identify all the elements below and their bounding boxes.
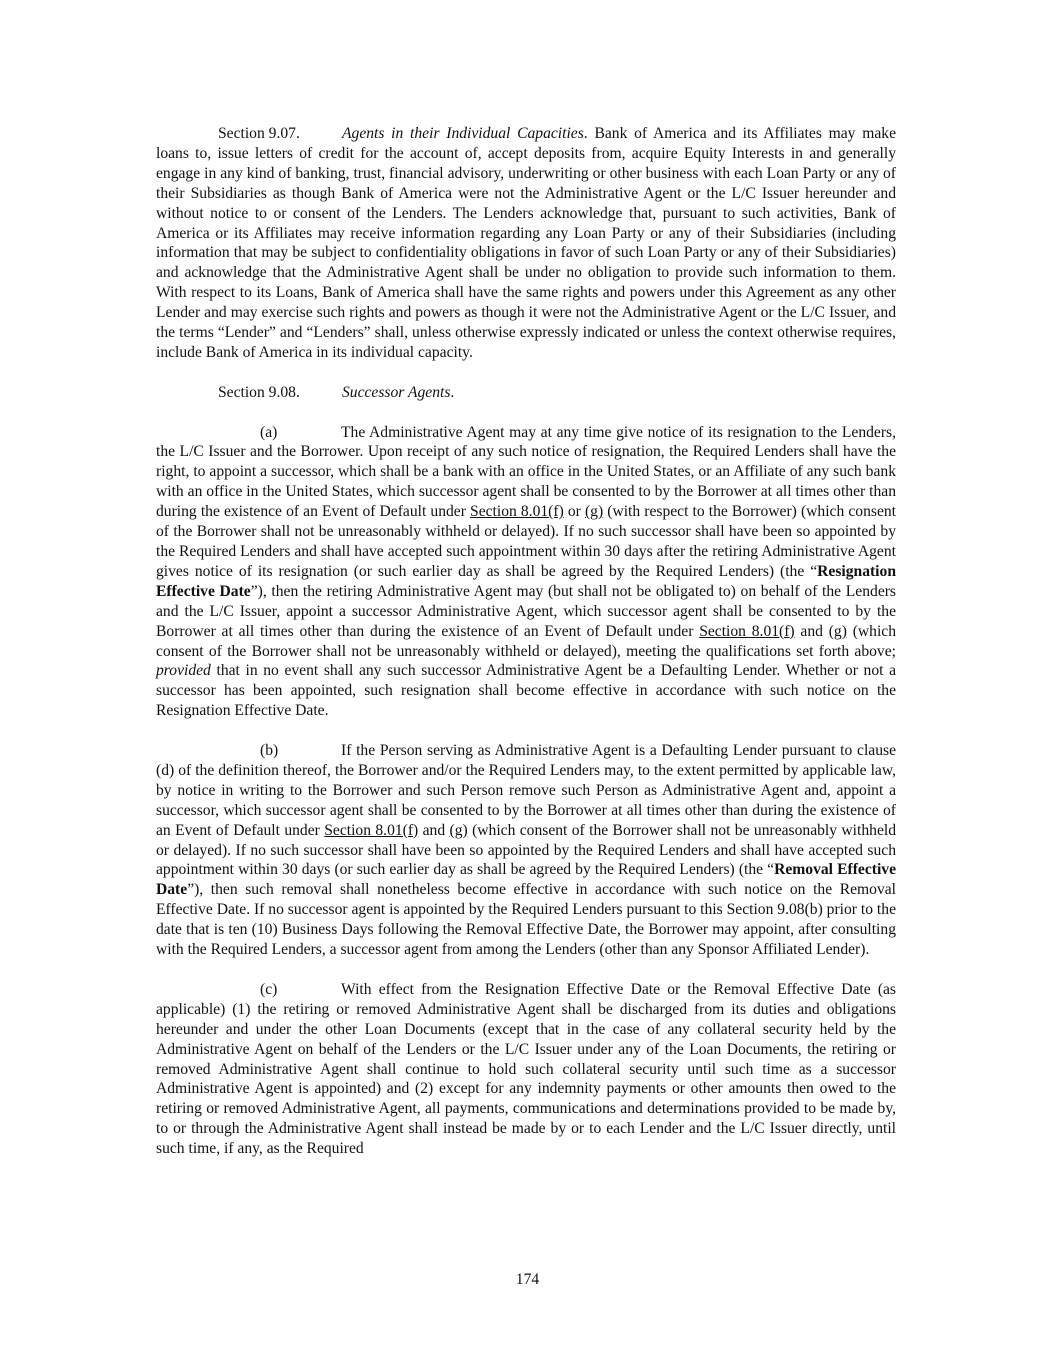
section-9-07-paragraph	[156, 124, 896, 363]
clause-label: (b)	[260, 742, 279, 760]
clause-text: that in no event shall any such successor Administrative Agent be a Defaulting Lender. Whether or not a successor has been appointed, such resignation shall become effective in accordance with such notice on the Resignation Effective Date.	[156, 662, 896, 720]
clause-label: (c)	[260, 980, 278, 998]
clause-a-paragraph	[156, 423, 896, 722]
section-title: Agents in their Individual Capacities	[342, 125, 584, 142]
section-title-period: .	[583, 125, 588, 142]
defined-term: Removal Effective Date	[156, 861, 896, 899]
clause-text: (with respect to the Borrower) (which consent of the Borrower shall not be unreasonably withheld or delayed). If no such successor shall have been so appointed by the Required Lenders and shall have accepted such appointment within 30 days after the retiring Administrative Agent gives notice of its resignation (or such earlier day as shall be agreed by the Required Lenders) (the “	[156, 503, 896, 580]
section-title-period: .	[450, 383, 455, 401]
clause-text: or	[563, 503, 585, 521]
section-number: Section 9.07.	[218, 125, 300, 142]
section-9-08-heading	[156, 383, 896, 403]
clause-text: ”), then such removal shall nonetheless become effective in accordance with such notice on the Removal Effective Date. If no successor agent is appointed by the Required Lenders pursuant to this Section 9.08(b) prior to the date that is ten (10) Business Days following the Removal Effective Date, the Borrower may appoint, after consulting with the Required Lenders, a successor agent from among the Lenders (other than any Sponsor Affiliated Lender).	[156, 881, 896, 959]
section-reference: (g)	[449, 821, 468, 839]
section-reference: (g)	[584, 503, 604, 521]
section-reference: Section 8.01(f)	[699, 622, 795, 640]
section-reference: (g)	[828, 622, 847, 640]
clause-text: and	[418, 821, 450, 839]
clause-text: ”), then the retiring Administrative Agent may (but shall not be obligated to) on behalf of the Lenders and the L/C Issuer, appoint a successor Administrative Agent, which successor agent shall be consented to by the Borrower at all times other than during the existence of an Event of Default under	[156, 582, 896, 640]
proviso-term: provided	[156, 662, 211, 680]
page-number: 174	[515, 1271, 540, 1288]
clause-b-paragraph	[156, 741, 896, 960]
section-number: Section 9.08.	[218, 383, 300, 401]
defined-term: Resignation Effective Date	[156, 562, 896, 600]
clause-text: If the Person serving as Administrative Agent is a Defaulting Lender pursuant to clause (d) of the definition thereof, the Borrower and/or the Required Lenders may, to the extent permitted by applicable law, by notice in writing to the Borrower and such Person remove such Person as Administrative Agent and, appoint a successor, which successor agent shall be consented to by the Borrower at all times other than during the existence of an Event of Default under	[156, 742, 896, 839]
clause-text: (which consent of the Borrower shall not be unreasonably withheld or delayed), meeting the qualifications set forth above;	[156, 622, 896, 660]
section-reference: Section 8.01(f)	[324, 821, 419, 839]
clause-label: (a)	[260, 423, 278, 441]
clause-text: The Administrative Agent may at any time give notice of its resignation to the Lenders, the L/C Issuer and the Borrower. Upon receipt of any such notice of resignation, the Required Lenders shall have the right, to appoint a successor, which shall be a bank with an office in the United States, or an Affiliate of any such bank with an office in the United States, which successor agent shall be consented to by the Borrower at all times other than during the existence of an Event of Default under	[156, 423, 896, 521]
clause-text: and	[794, 622, 829, 640]
clause-c-paragraph	[156, 980, 896, 1159]
section-reference: Section 8.01(f)	[470, 503, 564, 521]
clause-text: (which consent of the Borrower shall not be unreasonably withheld or delayed). If no such successor shall have been so appointed by the Required Lenders and shall have accepted such appointment within 30 days (or such earlier day as shall be agreed by the Required Lenders) (the “	[156, 821, 896, 879]
section-title: Successor Agents	[342, 383, 451, 401]
document-page	[156, 124, 896, 1179]
clause-text: With effect from the Resignation Effective Date or the Removal Effective Date (as applicable) (1) the retiring or removed Administrative Agent shall be discharged from its duties and obligations hereunder and under the other Loan Documents (except that in the case of any collateral security held by the Administrative Agent on behalf of the Lenders or the L/C Issuer under any of the Loan Documents, the retiring or removed Administrative Agent shall continue to hold such collateral security until such time as a successor Administrative Agent is appointed) and (2) except for any indemnity payments or other amounts then owed to the retiring or removed Administrative Agent, all payments, communications and determinations provided to be made by, to or through the Administrative Agent shall instead be made by or to each Lender and the L/C Issuer directly, until such time, if any, as the Required	[156, 980, 896, 1158]
section-body: Bank of America and its Affiliates may make loans to, issue letters of credit for the account of, accept deposits from, acquire Equity Interests in and generally engage in any kind of banking, trust, financial advisory, underwriting or other business with each Loan Party or any of their Subsidiaries as though Bank of America were not the Administrative Agent or the L/C Issuer hereunder and without notice to or consent of the Lenders. The Lenders acknowledge that, pursuant to such activities, Bank of America or its Affiliates may receive information regarding any Loan Party or any of their Subsidiaries (including information that may be subject to confidentiality obligations in favor of such Loan Party or any of their Subsidiaries) and acknowledge that the Administrative Agent shall be under no obligation to provide such information to them. With respect to its Loans, Bank of America shall have the same rights and powers under this Agreement as any other Lender and may exercise such rights and powers as though it were not the Administrative Agent or the L/C Issuer, and the terms “Lender” and “Lenders” shall, unless otherwise expressly indicated or unless the context otherwise requires, include Bank of America in its individual capacity.	[156, 125, 896, 361]
